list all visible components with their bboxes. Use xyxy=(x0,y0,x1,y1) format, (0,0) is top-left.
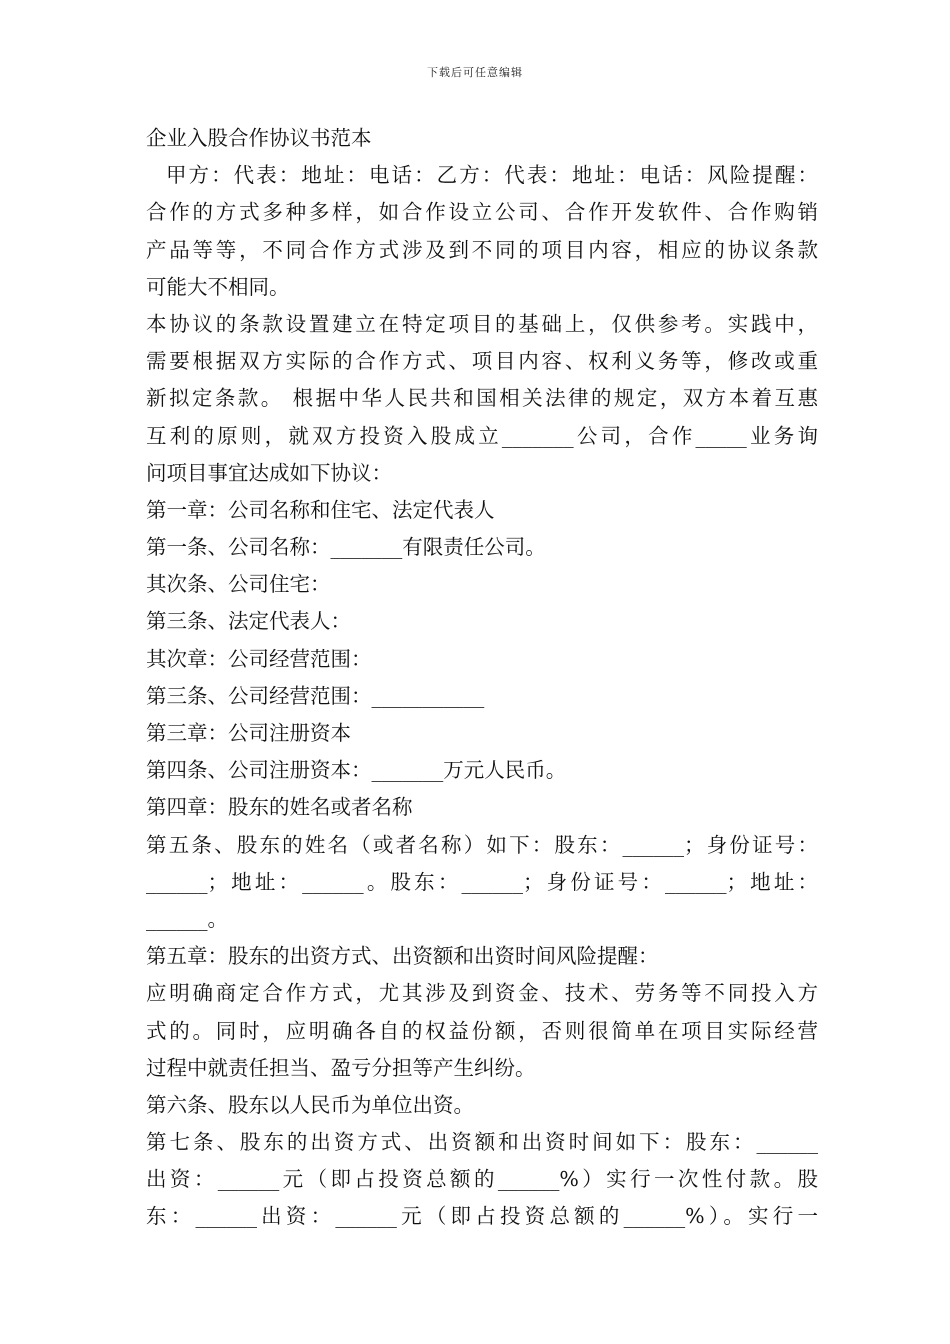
text-line: 第三条、公司经营范围：___________ xyxy=(146,683,485,708)
text-line: 第七条、股东的出资方式、出资额和出资时间如下：股东：______ xyxy=(146,1130,818,1155)
text-line: ______；地址：______。股东：______；身份证号：______；地址： xyxy=(146,869,818,894)
text-line: 可能大不相同。 xyxy=(146,274,290,299)
text-line: 第六条、股东以人民币为单位出资。 xyxy=(146,1092,474,1117)
text-line: 东：______出资：______元（即占投资总额的______%）。实行一 xyxy=(146,1204,818,1229)
text-line: 合作的方式多种多样，如合作设立公司、合作开发软件、合作购销 xyxy=(146,200,818,225)
text-line: 第一章：公司名称和住宅、法定代表人 xyxy=(146,497,495,522)
text-line: 式的。同时，应明确各自的权益份额，否则很简单在项目实际经营 xyxy=(146,1018,818,1043)
text-line: 其次条、公司住宅： xyxy=(146,572,331,597)
text-line: ______。 xyxy=(146,906,228,931)
text-line: 出资：______元（即占投资总额的______%）实行一次性付款。股 xyxy=(146,1167,818,1192)
page-header: 下载后可任意编辑 xyxy=(427,66,523,79)
document-body xyxy=(146,120,818,1236)
text-line: 其次章：公司经营范围： xyxy=(146,646,372,671)
text-line: 第一条、公司名称：_______有限责任公司。 xyxy=(146,535,546,560)
text-line: 第四条、公司注册资本：_______万元人民币。 xyxy=(146,758,567,783)
text-line: 本协议的条款设置建立在特定项目的基础上，仅供参考。实践中， xyxy=(146,311,818,336)
text-line: 新拟定条款。 根据中华人民共和国相关法律的规定，双方本着互惠 xyxy=(146,386,818,411)
text-line: 第四章：股东的姓名或者名称 xyxy=(146,795,413,820)
text-line: 第五条、股东的姓名（或者名称）如下：股东：______；身份证号： xyxy=(146,832,818,857)
text-line: 第五章：股东的出资方式、出资额和出资时间风险提醒： xyxy=(146,944,659,969)
text-line: 第三章：公司注册资本 xyxy=(146,721,351,745)
text-line: 第三条、法定代表人： xyxy=(146,609,351,634)
text-line: 应明确商定合作方式，尤其涉及到资金、技术、劳务等不同投入方 xyxy=(146,981,818,1006)
document-title: 企业入股合作协议书范本 xyxy=(146,126,372,150)
text-line: 问项目事宜达成如下协议： xyxy=(146,460,392,485)
text-line: 甲方：代表：地址：电话：乙方：代表：地址：电话：风险提醒： xyxy=(166,163,818,188)
text-line: 互利的原则，就双方投资入股成立_______公司，合作_____业务询 xyxy=(146,423,818,448)
text-line: 过程中就责任担当、盈亏分担等产生纠纷。 xyxy=(146,1055,536,1080)
text-line: 需要根据双方实际的合作方式、项目内容、权利义务等，修改或重 xyxy=(146,349,818,374)
text-line: 产品等等，不同合作方式涉及到不同的项目内容，相应的协议条款 xyxy=(146,237,818,262)
